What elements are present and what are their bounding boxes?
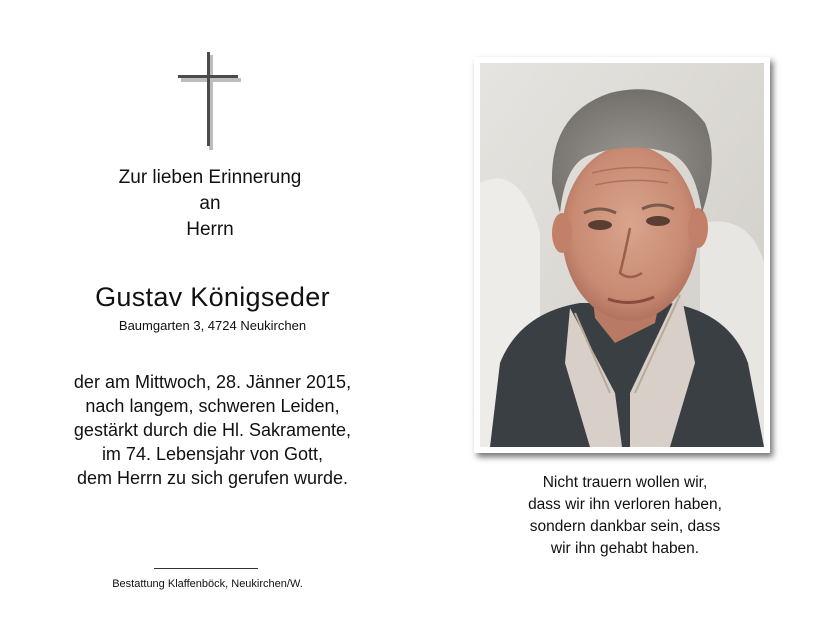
intro-line-3: Herrn — [186, 219, 234, 240]
cross-icon — [178, 52, 242, 150]
announcement-line: im 74. Lebensjahr von Gott, — [101, 444, 324, 464]
memorial-verse — [470, 472, 780, 560]
portrait-frame — [474, 57, 770, 453]
deceased-name: Gustav Königseder — [95, 282, 330, 312]
verse-line: dass wir ihn verloren haben, — [528, 496, 722, 513]
intro-line-2: an — [199, 193, 221, 214]
announcement-line: gestärkt durch die Hl. Sakramente, — [73, 420, 352, 440]
divider — [154, 568, 258, 569]
intro-line-1: Zur lieben Erinnerung — [118, 167, 302, 188]
deceased-address: Baumgarten 3, 4724 Neukirchen — [118, 318, 307, 333]
announcement-text — [20, 370, 405, 490]
announcement-line: der am Mittwoch, 28. Jänner 2015, — [73, 372, 352, 392]
intro-text — [60, 165, 360, 243]
verse-line: wir ihn gehabt haben. — [550, 540, 700, 557]
funeral-home-credit: Bestattung Klaffenböck, Neukirchen/W. — [112, 578, 303, 590]
announcement-line: dem Herrn zu sich gerufen wurde. — [76, 468, 349, 488]
verse-line: sondern dankbar sein, dass — [529, 518, 721, 535]
verse-line: Nicht trauern wollen wir, — [542, 474, 708, 491]
portrait-photo — [480, 63, 764, 447]
announcement-line: nach langem, schweren Leiden, — [85, 396, 340, 416]
